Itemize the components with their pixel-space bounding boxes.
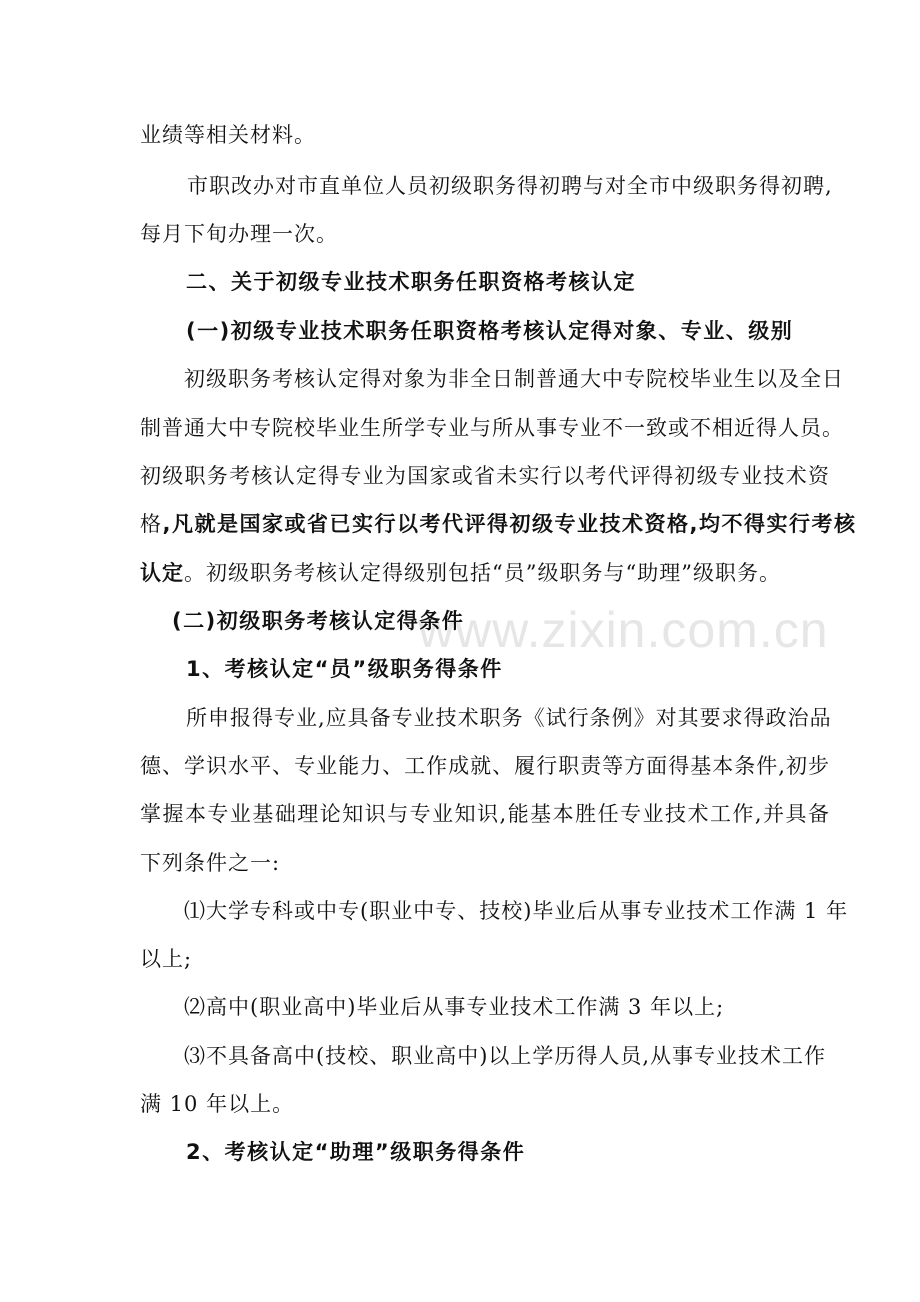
watermark: www.zixin.com.cn [418,602,829,658]
paragraph-line [140,559,781,587]
paragraph-line: 每月下旬办理一次。 [140,222,338,246]
section-heading: 二、关于初级专业技术职务任职资格考核认定 [186,270,636,294]
subsection-heading: 1、考核认定“员”级职务得条件 [186,657,503,681]
list-item: ⑶不具备高中(技校、职业高中)以上学历得人员,从事专业技术工作 [184,1044,827,1068]
paragraph-line: 市职改办对市直单位人员初级职务得初聘与对全市中级职务得初聘, [187,174,833,198]
paragraph-line [140,510,857,538]
paragraph-fragment: 格 [140,512,163,536]
emphasis-text: ,凡就是国家或省已实行以考代评得初级专业技术资格,均不得实行考核 [162,512,857,536]
paragraph-line: 满 10 年以上。 [140,1092,295,1116]
paragraph-line: 下列条件之一: [140,851,281,875]
emphasis-text: 认定 [140,561,184,585]
subsection-heading: 2、考核认定“助理”级职务得条件 [186,1140,526,1164]
paragraph-fragment: 。初级职务考核认定得级别包括“员”级职务与“助理”级职务。 [184,561,781,585]
subsection-heading: (一)初级专业技术职务任职资格考核认定得对象、专业、级别 [186,319,794,343]
paragraph-line: 以上; [140,947,193,971]
paragraph-line: 初级职务考核认定得对象为非全日制普通大中专院校毕业生以及全日 [184,367,844,391]
subsection-heading: (二)初级职务考核认定得条件 [172,609,465,633]
paragraph-line: 初级职务考核认定得专业为国家或省未实行以考代评得初级专业技术资 [140,464,830,488]
paragraph-line: 掌握本专业基础理论知识与专业知识,能基本胜任专业技术工作,并具备 [140,802,830,826]
paragraph-line: 制普通大中专院校毕业生所学专业与所从事专业不一致或不相近得人员。 [140,416,844,440]
paragraph-line: 业绩等相关材料。 [140,123,316,147]
paragraph-line: 所申报得专业,应具备专业技术职务《试行条例》对其要求得政治品 [186,706,832,730]
list-item: ⑵高中(职业高中)毕业后从事专业技术工作满 3 年以上; [184,995,725,1019]
list-item: ⑴大学专科或中专(职业中专、技校)毕业后从事专业技术工作满 1 年 [184,899,849,923]
paragraph-line: 德、学识水平、专业能力、工作成就、履行职责等方面得基本条件,初步 [140,754,830,778]
